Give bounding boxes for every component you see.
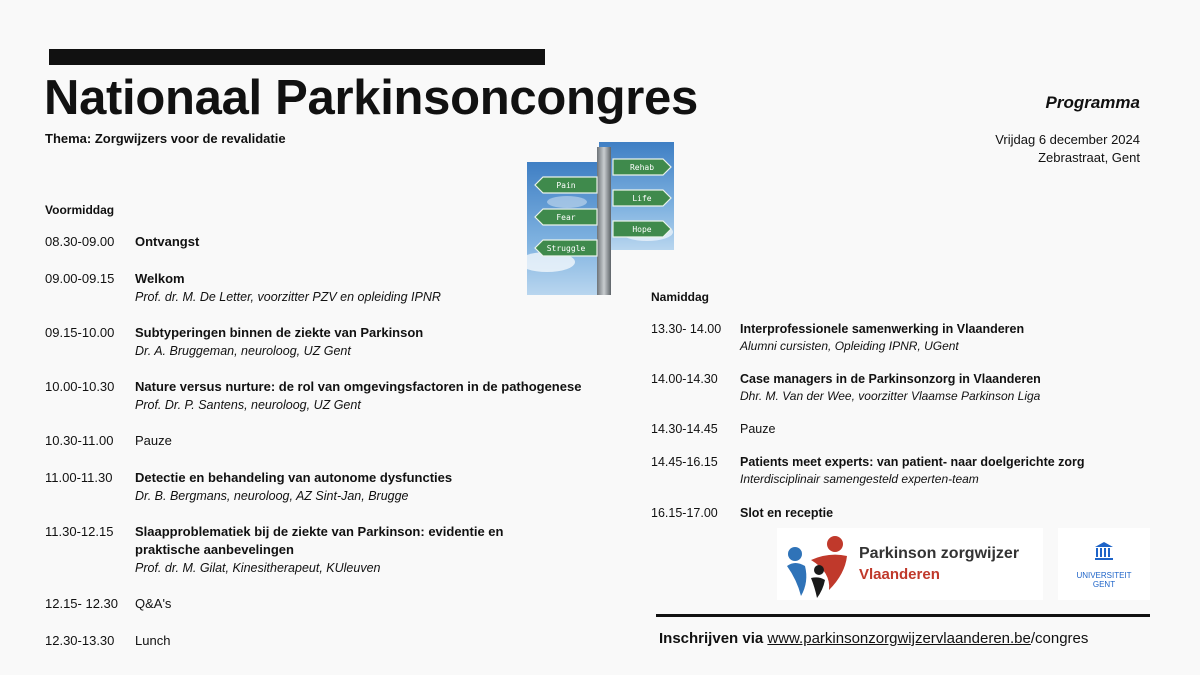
session-title: Welkom [135, 271, 185, 286]
session-body [135, 233, 199, 251]
session-title: Subtyperingen binnen de ziekte van Parkinson [135, 325, 424, 340]
session-title: Nature versus nurture: de rol van omgevingsfactoren in de pathogenese [135, 379, 582, 394]
session-speaker: Interdisciplinair samengesteld experten-team [740, 472, 979, 486]
session-body [135, 595, 171, 613]
session-body [135, 324, 423, 360]
session-time: 10.00-10.30 [45, 379, 115, 394]
session-body [135, 432, 172, 450]
programma-label: Programma [1045, 93, 1140, 112]
session-time: 12.30-13.30 [45, 633, 115, 648]
session-title: Ontvangst [135, 234, 200, 249]
session-speaker: Prof. dr. M. Gilat, Kinesitherapeut, KUleuven [135, 561, 381, 575]
session-time: 08.30-09.00 [45, 234, 115, 249]
svg-text:Struggle: Struggle [546, 244, 586, 253]
session-time: 13.30- 14.00 [651, 322, 722, 336]
session-body [740, 505, 833, 522]
event-location: Zebrastraat, Gent [1038, 150, 1140, 165]
session-body [740, 421, 775, 438]
congress-theme: Thema: Zorgwijzers voor de revalidatie [45, 131, 286, 146]
svg-text:Life: Life [632, 194, 652, 203]
afternoon-section-title: Namiddag [651, 290, 710, 304]
session-body [135, 632, 170, 650]
session-body [740, 321, 1024, 355]
session-time: 11.00-11.30 [45, 470, 113, 485]
svg-text:Pain: Pain [556, 181, 576, 190]
sign-struggle [535, 240, 597, 256]
event-date: Vrijdag 6 december 2024 [995, 132, 1140, 147]
session-time: 14.45-16.15 [651, 455, 718, 469]
sign-hope [613, 221, 671, 237]
session-title: Case managers in de Parkinsonzorg in Vlaanderen [740, 372, 1041, 386]
svg-text:Fear: Fear [556, 213, 576, 222]
ugent-line-2: GENT [1092, 580, 1116, 589]
session-title: Interprofessionele samenwerking in Vlaanderen [740, 322, 1025, 336]
sign-fear [535, 209, 597, 225]
event-info [995, 131, 1140, 167]
session-title: Lunch [135, 633, 171, 648]
session-body [135, 469, 452, 505]
parkinson-zorgwijzer-logo [777, 528, 1043, 600]
logo-title: Parkinson zorgwijzer [859, 545, 1020, 562]
svg-text:Hope: Hope [632, 225, 652, 234]
session-body [740, 454, 1085, 488]
people-logo-icon [781, 530, 851, 600]
session-body [135, 270, 441, 306]
session-title: Patients meet experts: van patient- naar doelgerichte zorg [740, 455, 1085, 469]
ugent-line-1: UNIVERSITEIT [1076, 571, 1132, 580]
logo-subtitle: Vlaanderen [859, 566, 940, 583]
session-title-continued: praktische aanbevelingen [135, 542, 294, 557]
session-time: 14.00-14.30 [651, 372, 718, 386]
session-speaker: Dr. A. Bruggeman, neuroloog, UZ Gent [135, 344, 351, 358]
session-body [740, 371, 1041, 405]
session-time: 12.15- 12.30 [45, 596, 119, 611]
session-speaker: Alumni cursisten, Opleiding IPNR, UGent [740, 339, 959, 353]
session-title: Q&A's [135, 596, 172, 611]
session-time: 10.30-11.00 [45, 433, 114, 448]
title-accent-bar [49, 49, 545, 65]
session-speaker: Prof. Dr. P. Santens, neuroloog, UZ Gent [135, 398, 361, 412]
session-speaker: Prof. dr. M. De Letter, voorzitter PZV en opleiding IPNR [135, 290, 441, 304]
sign-pain [535, 177, 597, 193]
session-body [135, 378, 581, 414]
session-time: 11.30-12.15 [45, 524, 114, 539]
session-speaker: Dhr. M. Van der Wee, voorzitter Vlaamse Parkinson Liga [740, 389, 1041, 403]
university-building-icon [1093, 540, 1115, 562]
registration-link[interactable]: www.parkinsonzorgwijzervlaanderen.be [767, 630, 1031, 647]
ugent-logo [1058, 528, 1150, 600]
registration-line [659, 630, 1088, 647]
session-body [135, 523, 503, 577]
session-title: Pauze [135, 433, 172, 448]
session-speaker: Dr. B. Bergmans, neuroloog, AZ Sint-Jan, Brugge [135, 489, 409, 503]
sign-life [613, 190, 671, 206]
svg-text:Rehab: Rehab [629, 163, 655, 172]
session-title: Slot en receptie [740, 506, 834, 520]
registration-link-suffix: /congres [1030, 630, 1089, 647]
session-title: Slaapproblematiek bij de ziekte van Parkinson: evidentie en [135, 524, 504, 539]
session-title: Detectie en behandeling van autonome dysfuncties [135, 470, 453, 485]
session-time: 09.15-10.00 [45, 325, 115, 340]
signpost-image [527, 142, 674, 295]
session-title: Pauze [740, 422, 776, 436]
session-time: 09.00-09.15 [45, 271, 115, 286]
session-time: 16.15-17.00 [651, 506, 718, 520]
registration-label: Inschrijven via [659, 630, 764, 647]
session-time: 14.30-14.45 [651, 422, 718, 436]
footer-divider [656, 614, 1150, 617]
page-title: Nationaal Parkinsoncongres [44, 71, 698, 125]
sign-rehab [613, 159, 671, 175]
morning-section-title: Voormiddag [45, 203, 115, 217]
